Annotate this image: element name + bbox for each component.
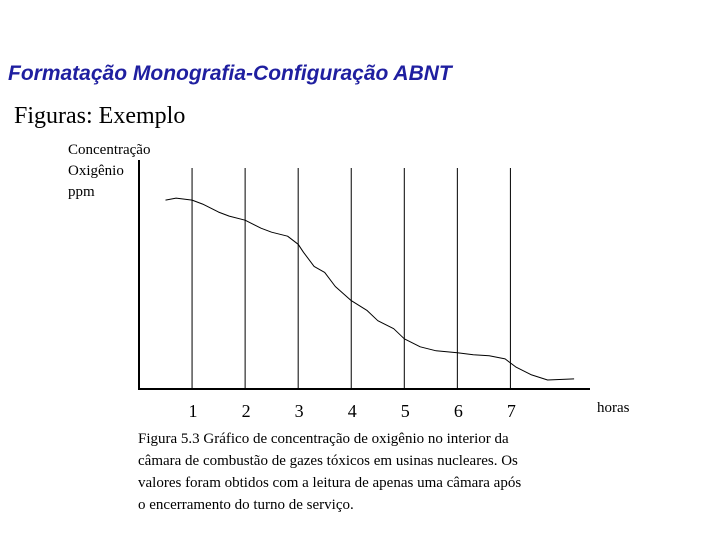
x-axis-label: horas <box>597 400 630 416</box>
x-tick-label: 2 <box>241 401 251 421</box>
oxygen-concentration-line <box>166 198 575 380</box>
x-tick-label: 3 <box>294 401 304 421</box>
figure-caption <box>138 428 608 516</box>
x-tick-label: 7 <box>506 401 516 421</box>
caption-line: Figura 5.3 Gráfico de concentração de oxigênio no interior da <box>138 431 509 447</box>
y-axis-label-line: Oxigênio <box>68 163 124 179</box>
slide-title: Formatação Monografia-Configuração ABNT <box>8 62 452 85</box>
x-tick-label: 5 <box>400 401 410 421</box>
caption-line: valores foram obtidos com a leitura de apenas uma câmara após <box>138 475 522 491</box>
slide-subtitle: Figuras: Exemplo <box>14 103 186 129</box>
caption-line: câmara de combustão de gazes tóxicos em usinas nucleares. Os <box>138 453 518 469</box>
x-tick-label: 4 <box>347 401 357 421</box>
axes <box>138 160 590 390</box>
y-axis-label-line: Concentração <box>68 142 151 158</box>
caption-line: o encerramento do turno de serviço. <box>138 497 354 513</box>
vertical-grid-lines <box>192 168 510 389</box>
y-axis-label-line: ppm <box>68 184 95 200</box>
x-tick-label: 1 <box>188 401 198 421</box>
x-tick-labels <box>189 401 516 421</box>
series <box>166 198 575 380</box>
x-tick-label: 6 <box>453 401 463 421</box>
